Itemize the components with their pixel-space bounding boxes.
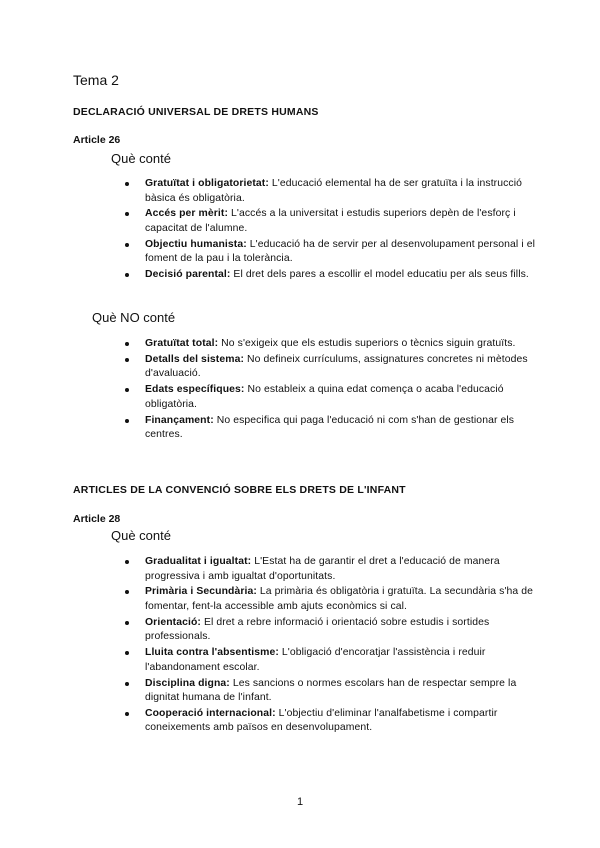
list-item	[145, 677, 540, 706]
list-item-text: L'educació elemental ha de ser gratuïta i la instrucció bàsica és obligatòria.	[145, 178, 522, 204]
list-item	[145, 616, 540, 645]
list-item-text: No especifica qui paga l'educació ni com s'han de gestionar els centres.	[145, 414, 515, 441]
list-item-term: Disciplina digna:	[145, 677, 230, 689]
declaration-contains-label: Què conté	[111, 151, 171, 166]
list-item	[145, 414, 540, 443]
convention-heading: ARTICLES DE LA CONVENCIÓ SOBRE ELS DRETS DE L'INFANT	[73, 484, 406, 496]
declaration-heading: DECLARACIÓ UNIVERSAL DE DRETS HUMANS	[73, 106, 319, 118]
list-item-text: La primària és obligatòria i gratuïta. La secundària s'ha de fomentar, fent-la accessible amb ajuts econòmics si cal.	[145, 586, 534, 612]
list-item-text: L'Estat ha de garantir el dret a l'educació de manera progressiva i amb igualtat d'oportunitats.	[145, 556, 500, 582]
list-item	[145, 646, 540, 675]
list-item-term: Lluita contra l'absentisme:	[145, 647, 279, 659]
list-item	[145, 268, 540, 283]
list-item	[145, 555, 540, 584]
declaration-not-contains-list	[145, 337, 540, 444]
list-item-text: L'accés a la universitat i estudis superiors depèn de l'esforç i capacitat de l'alumne.	[145, 208, 516, 234]
list-item-text: L'objectiu d'eliminar l'analfabetisme i compartir coneixements amb països en desenvolupament.	[145, 707, 498, 734]
list-item-term: Gratuïtat i obligatorietat:	[145, 178, 269, 189]
list-item-text: No s'exigeix que els estudis superiors o tècnics siguin gratuïts.	[218, 338, 516, 349]
list-item	[145, 177, 540, 206]
list-item	[145, 337, 540, 352]
list-item-text: L'obligació d'encoratjar l'assistència i reduir l'abandonament escolar.	[145, 647, 486, 673]
convention-article: Article 28	[73, 513, 121, 525]
list-item-term: Accés per mèrit:	[145, 208, 229, 220]
list-item-term: Gradualitat i igualtat:	[145, 556, 252, 567]
list-item-term: Edats específiques:	[145, 384, 245, 396]
page-number: 1	[296, 796, 304, 808]
page-title: Tema 2	[73, 72, 119, 88]
list-item	[145, 707, 540, 736]
list-item	[145, 353, 540, 382]
list-item-text: Les sancions o normes escolars han de respectar sempre la dignitat humana de l'infant.	[145, 677, 517, 704]
list-item-term: Objectiu humanista:	[145, 238, 247, 250]
list-item	[145, 585, 540, 614]
list-item-text: El dret dels pares a escollir el model educatiu per als seus fills.	[230, 269, 529, 281]
declaration-not-contains-label: Què NO conté	[92, 310, 176, 325]
list-item	[145, 207, 540, 236]
list-item-term: Cooperació internacional:	[145, 707, 276, 719]
declaration-article: Article 26	[73, 134, 121, 146]
list-item-term: Gratuïtat total:	[145, 338, 219, 349]
list-item-term: Detalls del sistema:	[145, 353, 245, 365]
list-item-term: Decisió parental:	[145, 269, 231, 281]
list-item-term: Finançament:	[145, 414, 214, 426]
list-item-text: No estableix a quina edat comença o acaba l'educació obligatòria.	[145, 384, 504, 410]
convention-contains-list	[145, 555, 540, 737]
convention-contains-label: Què conté	[111, 528, 171, 543]
list-item-term: Orientació:	[145, 616, 201, 628]
list-item-term: Primària i Secundària:	[145, 586, 257, 598]
declaration-contains-list	[145, 177, 540, 284]
list-item	[145, 383, 540, 412]
list-item-text: El dret a rebre informació i orientació sobre estudis i sortides professionals.	[145, 616, 490, 643]
list-item-text: No defineix currículums, assignatures concretes ni mètodes d'avaluació.	[145, 353, 528, 380]
list-item	[145, 238, 540, 267]
list-item-text: L'educació ha de servir per al desenvolupament personal i el foment de la pau i la tolerància.	[145, 238, 536, 265]
